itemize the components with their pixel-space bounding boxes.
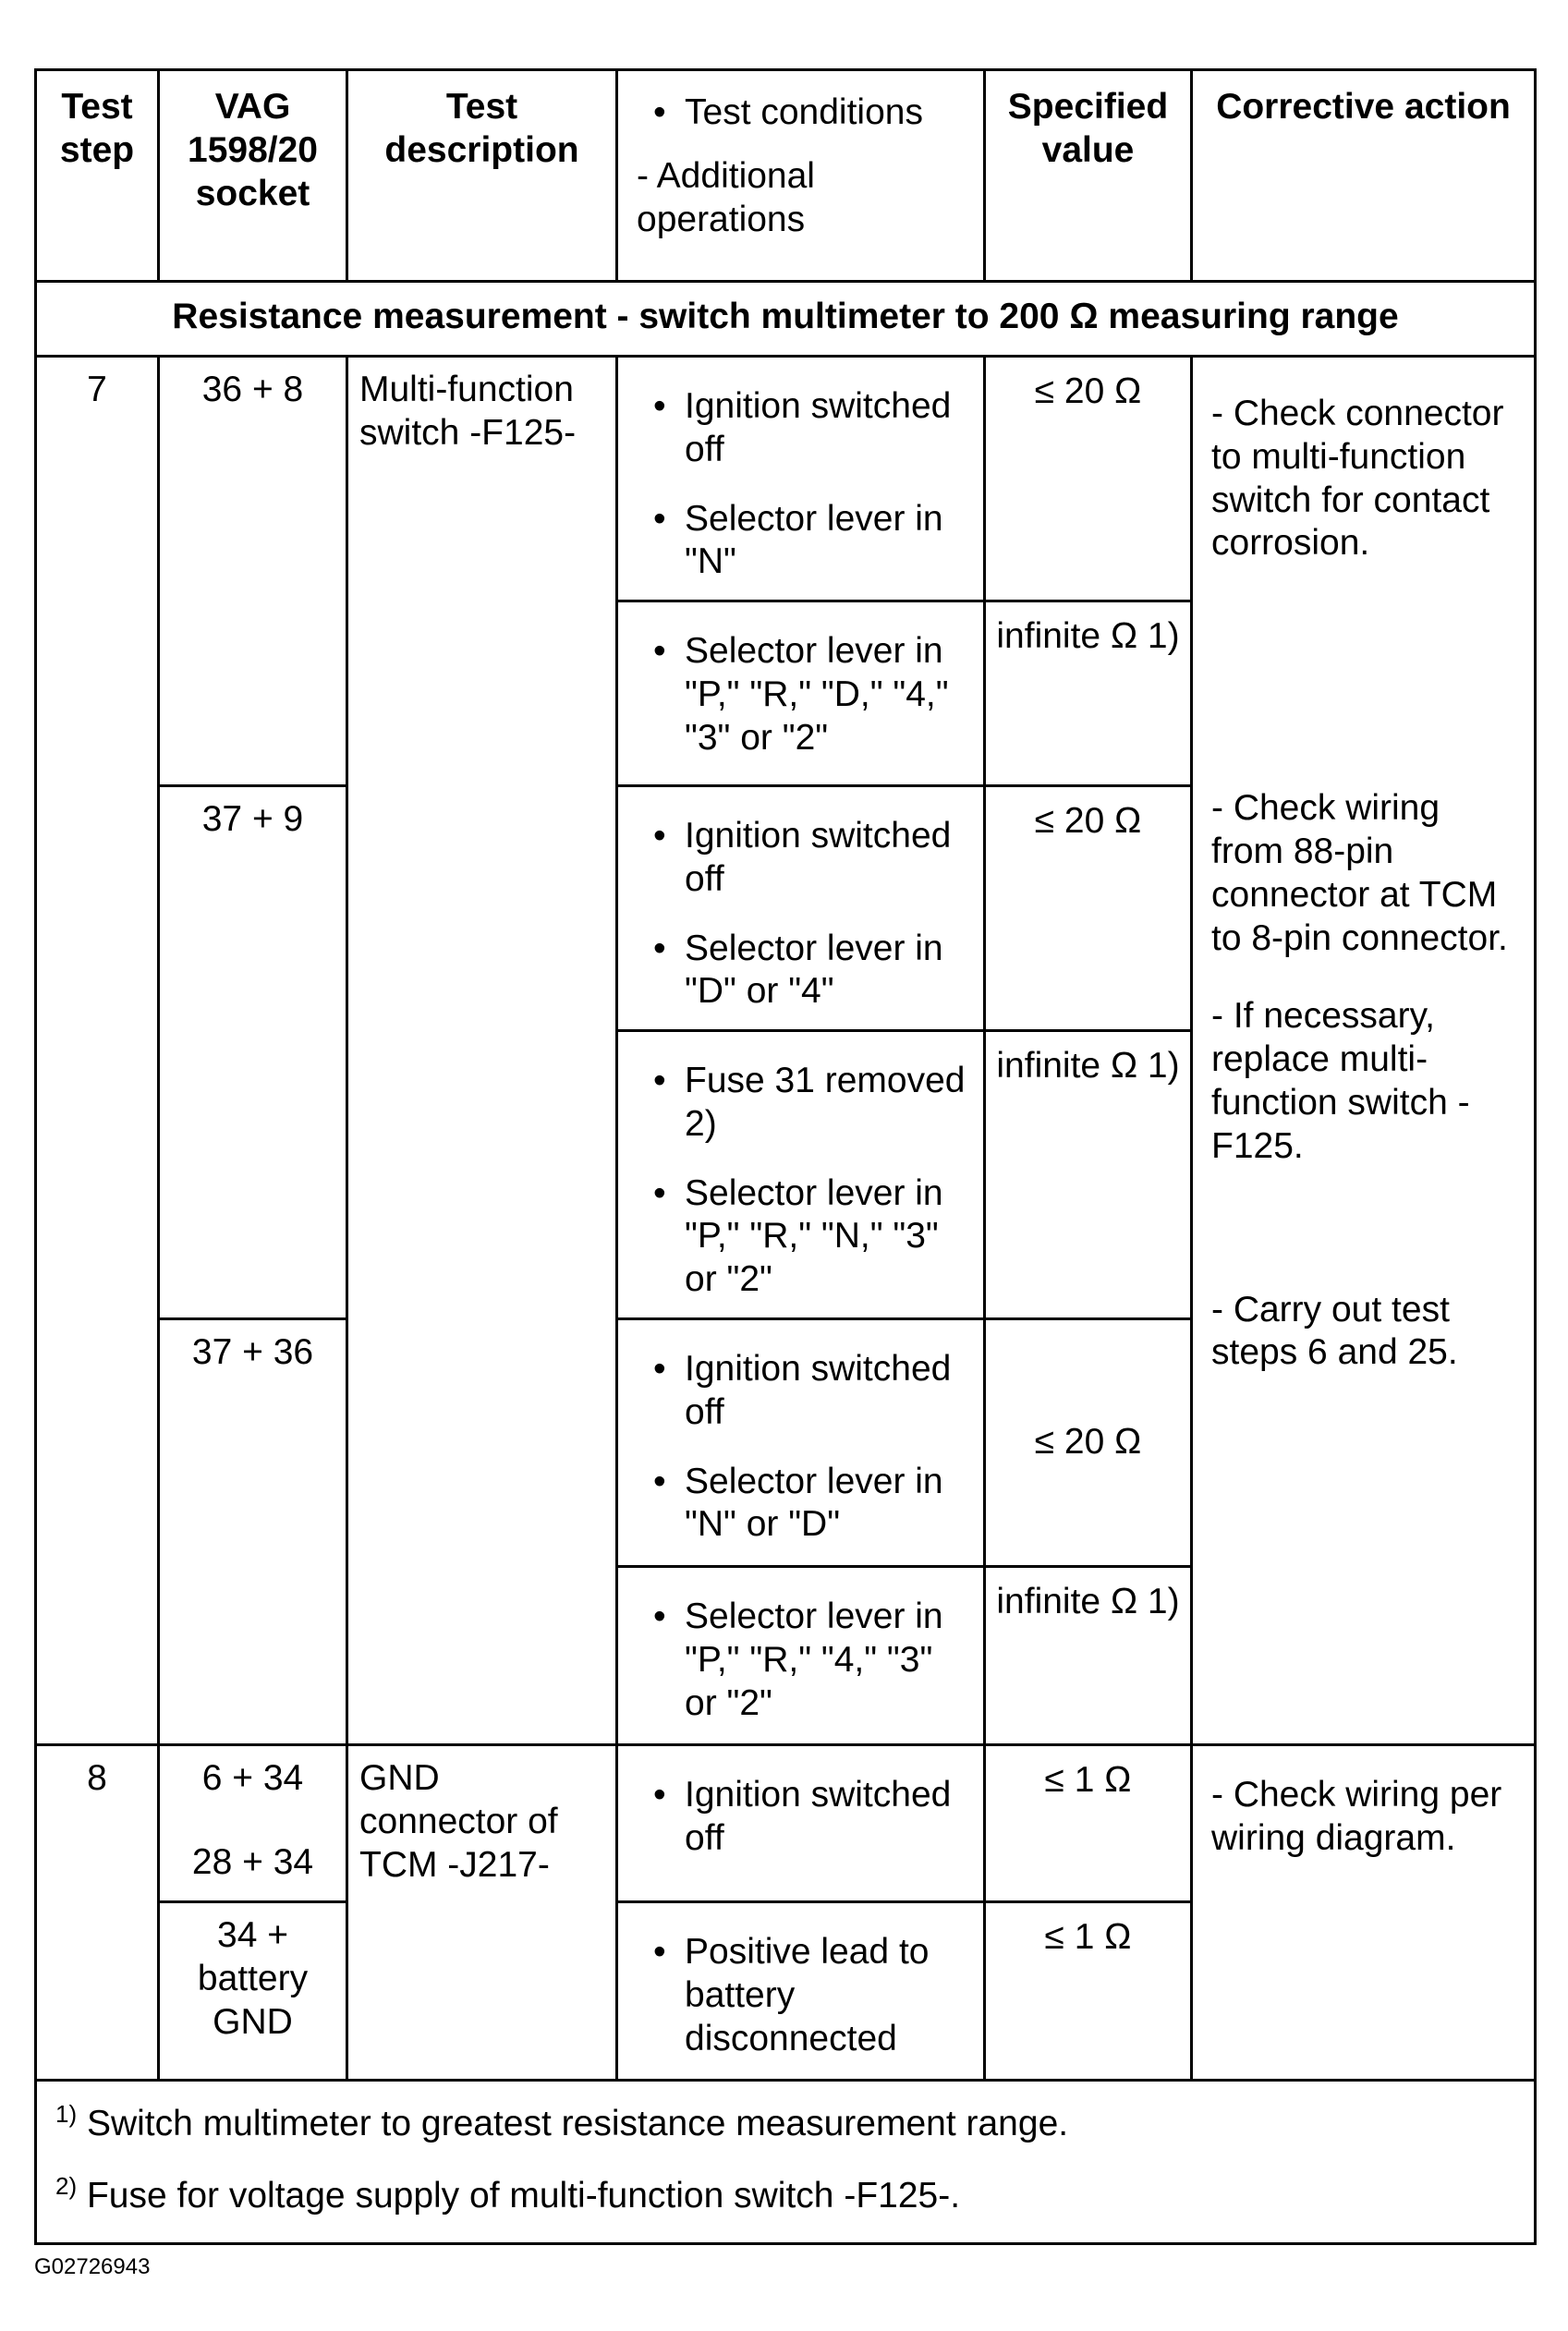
test-conditions <box>617 1567 985 1745</box>
test-description-7: Multi-function switch -F125- <box>347 357 617 1745</box>
action-text: - If necessary, replace multi-function switch - F125. <box>1211 996 1470 1166</box>
footnote-text: Fuse for voltage supply of multi-function switch -F125-. <box>86 2175 961 2216</box>
header-description: Test description <box>347 70 617 282</box>
specified-value: infinite Ω 1) <box>985 601 1192 786</box>
test-description-8: GND connector of TCM -J217- <box>347 1745 617 2081</box>
bullet-icon: • <box>653 498 666 539</box>
condition-text: Fuse 31 removed 2) <box>685 1061 966 1144</box>
bullet-icon: • <box>653 1172 666 1213</box>
specified-value: ≤ 20 Ω <box>985 357 1192 601</box>
footnote-mark: 1) <box>55 2100 78 2128</box>
corrective-action-7 <box>1192 357 1536 1745</box>
footnotes <box>36 2081 1536 2244</box>
test-conditions <box>617 601 985 786</box>
specified-value: infinite Ω 1) <box>985 1567 1192 1745</box>
bullet-icon: • <box>653 631 666 671</box>
action-text: - Check wiring from 88-pin connector at TCM to 8-pin connector. <box>1211 788 1508 958</box>
footnotes-row <box>36 2081 1536 2244</box>
socket-28-34: 28 + 34 <box>191 1841 314 1882</box>
condition-text: Selector lever in "P," "R," "N," "3" or "2" <box>685 1172 943 1300</box>
condition-text: Selector lever in "D" or "4" <box>685 928 943 1012</box>
socket-6-34: 6 + 34 <box>201 1758 304 1798</box>
bullet-icon: • <box>653 1596 666 1636</box>
test-conditions <box>617 1319 985 1567</box>
test-conditions <box>617 786 985 1031</box>
header-socket: VAG 1598/20 socket <box>159 70 347 282</box>
footnote <box>55 2172 1523 2218</box>
bullet-icon: • <box>653 386 666 426</box>
test-conditions <box>617 1902 985 2081</box>
condition-text: Selector lever in "N" <box>685 498 943 582</box>
socket-37-36: 37 + 36 <box>159 1319 347 1745</box>
header-row <box>36 70 1536 282</box>
header-conditions-additional: - Additional operations <box>637 155 815 239</box>
socket-34-battery-gnd: 34 + battery GND <box>159 1902 347 2081</box>
banner-measurement: Resistance measurement - switch multimeter to 200 Ω measuring range <box>36 282 1536 357</box>
header-conditions-bullet: Test conditions <box>685 92 923 132</box>
condition-text: Selector lever in "N" or "D" <box>685 1461 943 1545</box>
test-conditions <box>617 1031 985 1319</box>
bullet-icon: • <box>653 1349 666 1389</box>
table-row <box>36 1745 1536 1902</box>
header-corrective-action: Corrective action <box>1192 70 1536 282</box>
test-conditions <box>617 1745 985 1902</box>
bullet-icon: • <box>653 1461 666 1501</box>
bullet-icon: • <box>653 1932 666 1972</box>
specified-value: ≤ 1 Ω <box>985 1745 1192 1902</box>
bullet-icon: • <box>653 1061 666 1100</box>
condition-text: Ignition switched off <box>685 1349 952 1432</box>
header-test-step: Test step <box>36 70 159 282</box>
action-text: - Check connector to multi-function switch for contact corrosion. <box>1211 394 1504 564</box>
footnote <box>55 2100 1523 2146</box>
banner-row <box>36 282 1536 357</box>
bullet-icon: • <box>653 816 666 856</box>
corrective-action-8: - Check wiring per wiring diagram. <box>1192 1745 1536 2081</box>
bullet-icon: • <box>653 92 666 132</box>
condition-text: Ignition switched off <box>685 1775 952 1858</box>
condition-text: Ignition switched off <box>685 386 952 469</box>
step-number-7: 7 <box>36 357 159 1745</box>
action-text: - Carry out test steps 6 and 25. <box>1211 1289 1458 1373</box>
specified-value: ≤ 1 Ω <box>985 1902 1192 2081</box>
socket-37-9: 37 + 9 <box>159 786 347 1319</box>
condition-text: Positive lead to battery disconnected <box>685 1932 930 2058</box>
test-procedure-table <box>34 68 1537 2245</box>
header-specified-value: Specified value <box>985 70 1192 282</box>
test-conditions <box>617 357 985 601</box>
specified-value: ≤ 20 Ω <box>985 1319 1192 1567</box>
table-row <box>36 357 1536 601</box>
condition-text: Ignition switched off <box>685 816 952 899</box>
footnote-text: Switch multimeter to greatest resistance measurement range. <box>86 2104 1069 2143</box>
condition-text: Selector lever in "P," "R," "4," "3" or "2" <box>685 1596 943 1723</box>
bullet-icon: • <box>653 1775 666 1815</box>
socket-6-34-28-34 <box>159 1745 347 1902</box>
specified-value: ≤ 20 Ω <box>985 786 1192 1031</box>
footnote-mark: 2) <box>55 2171 78 2200</box>
socket-36-8: 36 + 8 <box>159 357 347 786</box>
document-code: G02726943 <box>34 2254 151 2279</box>
step-number-8: 8 <box>36 1745 159 2081</box>
specified-value: infinite Ω 1) <box>985 1031 1192 1319</box>
header-conditions <box>617 70 985 282</box>
bullet-icon: • <box>653 928 666 968</box>
condition-text: Selector lever in "P," "R," "D," "4," "3" or "2" <box>685 631 949 758</box>
